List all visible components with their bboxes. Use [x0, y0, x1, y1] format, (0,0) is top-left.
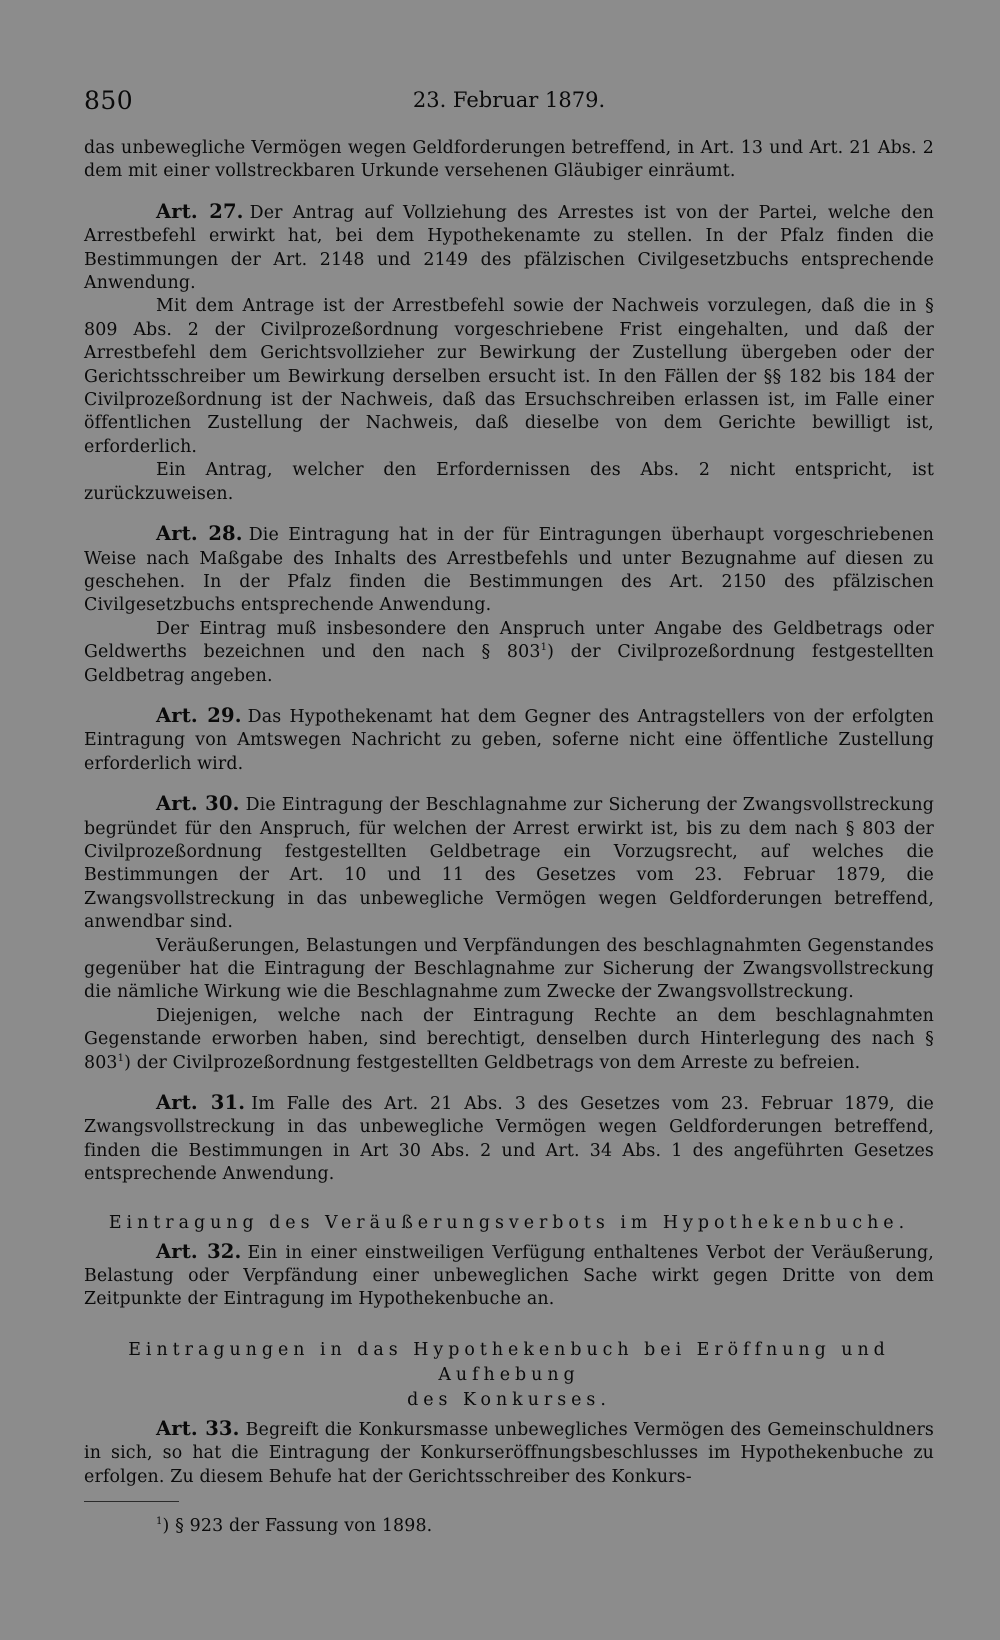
article-29-label: Art. 29.: [156, 703, 242, 727]
article-30: [84, 792, 934, 934]
section-heading-1: Eintragung des Veräußerungsverbots im Hypothekenbuche.: [108, 1212, 910, 1233]
footnote-marker: 1: [156, 1516, 163, 1528]
article-28-paragraph-2-text-b: ) der Civilprozeßordnung festgestellten Geldbetrag angeben.: [84, 642, 934, 686]
footnote-reference: 1: [117, 1052, 125, 1064]
article-31-text: Im Falle des Art. 21 Abs. 3 des Gesetzes vom 23. Februar 1879, die Zwangsvollstreckung in das unbewegliche Vermögen wegen Geldforderungen betreffend, finden die Bestimmungen in Art 30 Abs. 2 und Art. 34 Abs. 1 des angeführten Gesetzes entsprechende Anwendung.: [84, 1094, 934, 1185]
article-28-label: Art. 28.: [156, 522, 243, 546]
article-30-paragraph-3-text-a: Diejenigen, welche nach der Eintragung Rechte an dem beschlagnahmten Gegenstande erworben haben, sind berechtigt, denselben durch Hinterlegung des nach § 803: [84, 1005, 934, 1073]
article-30-text: Die Eintragung der Beschlagnahme zur Sicherung der Zwangsvollstreckung begründet für den Anspruch, für welchen der Arrest erwirkt ist, bis zu dem nach § 803 der Civilprozeßordnung festgestellten Geldbetrage ein Vorzugsrecht, auf welches die Bestimmungen der Art. 10 und 11 des Gesetzes vom 23. Februar 1879, die Zwangsvollstreckung in das unbewegliche Vermögen wegen Geldforderungen betreffend, anwendbar sind.: [84, 795, 934, 933]
article-27-label: Art. 27.: [156, 199, 244, 223]
page-header: [84, 86, 934, 122]
article-28: [84, 522, 934, 618]
document-page: [84, 86, 934, 1538]
article-29-text: Das Hypothekenamt hat dem Gegner des Antragstellers von der erfolgten Eintragung von Amtswegen Nachricht zu geben, soferne nicht eine öffentliche Zustellung erforderlich wird.: [84, 706, 934, 774]
page-number: 850: [84, 86, 134, 115]
article-27: [84, 200, 934, 296]
article-31-label: Art. 31.: [156, 1091, 246, 1115]
section-heading-2-line-2: des Konkurses.: [407, 1389, 611, 1410]
article-29: [84, 704, 934, 776]
article-27-paragraph-3: Ein Antrag, welcher den Erfordernissen des Abs. 2 nicht entspricht, ist zurückzuweisen.: [84, 460, 934, 504]
article-28-paragraph-2-text-a: Der Eintrag muß insbesondere den Anspruch unter Angabe des Geldbetrags oder Geldwerths bezeichnen und den nach § 803: [84, 618, 934, 663]
article-33: [84, 1417, 934, 1489]
article-30-label: Art. 30.: [156, 792, 240, 816]
paragraph-continuation: das unbewegliche Vermögen wegen Geldforderungen betreffend, in Art. 13 und Art. 21 Abs. 2 dem mit einer vollstreckbaren Urkunde versehenen Gläubiger einräumt.: [84, 138, 934, 182]
article-30-paragraph-3-text-b: ) der Civilprozeßordnung festgestellten Geldbetrags von dem Arreste zu befreien.: [124, 1052, 861, 1073]
article-30-paragraph-3: [84, 1005, 934, 1075]
footnote: [156, 1514, 934, 1538]
footnote-text: ) § 923 der Fassung von 1898.: [162, 1516, 433, 1537]
article-33-text: Begreift die Konkursmasse unbewegliches Vermögen des Gemeinschuldners in sich, so hat die Eintragung der Konkurseröffnungsbeschlusses im Hypothekenbuche zu erfolgen. Zu diesem Behufe hat der Gerichtsschreiber des Konkurs-: [84, 1419, 934, 1487]
article-31: [84, 1091, 934, 1187]
article-32-label: Art. 32.: [156, 1239, 242, 1263]
article-28-paragraph-2: [84, 618, 934, 688]
section-heading-2: [84, 1338, 934, 1413]
article-32: [84, 1240, 934, 1312]
header-date: 23. Februar 1879.: [412, 88, 606, 112]
article-28-text: Die Eintragung hat in der für Eintragungen überhaupt vorgeschriebenen Weise nach Maßgabe des Inhalts des Arrestbefehls und unter Bezugnahme auf diesen zu geschehen. In der Pfalz finden die Bestimmungen des Art. 2150 des pfälzischen Civilgesetzbuchs entsprechende Anwendung.: [84, 525, 934, 616]
article-27-text: Der Antrag auf Vollziehung des Arrestes ist von der Partei, welche den Arrestbefehl erwirkt hat, bei dem Hypothekenamte zu stellen. In der Pfalz finden die Bestimmungen der Art. 2148 und 2149 des pfälzischen Civilgesetzbuchs entsprechende Anwendung.: [84, 202, 934, 294]
article-32-text: Ein in einer einstweiligen Verfügung enthaltenes Verbot der Veräußerung, Belastung oder Verpfändung einer unbeweglichen Sache wirkt gegen Dritte von dem Zeitpunkte der Eintragung im Hypothekenbuche an.: [84, 1242, 934, 1310]
article-30-paragraph-2: Veräußerungen, Belastungen und Verpfändungen des beschlagnahmten Gegenstandes gegenüber hat die Eintragung der Beschlagnahme zur Sicherung der Zwangsvollstreckung die nämliche Wirkung wie die Beschlagnahme zum Zwecke der Zwangsvollstreckung.: [84, 935, 934, 1003]
footnote-reference: 1: [540, 642, 548, 654]
footnote-divider: [84, 1501, 179, 1502]
section-heading-2-line-1: Eintragungen in das Hypothekenbuch bei Eröffnung und Aufhebung: [128, 1339, 890, 1385]
article-27-paragraph-2: Mit dem Antrage ist der Arrestbefehl sowie der Nachweis vorzulegen, daß die in § 809 Abs. 2 der Civilprozeßordnung vorgeschriebene Frist eingehalten, und daß der Arrestbefehl dem Gerichtsvollzieher zur Bewirkung der Zustellung übergeben oder der Gerichtsschreiber um Bewirkung derselben ersucht ist. In den Fällen der §§ 182 bis 184 der Civilprozeßordnung ist der Nachweis, daß das Ersuchschreiben erlassen ist, im Falle einer öffentlichen Zustellung der Nachweis, daß dieselbe von dem Gerichte bewilligt ist, erforderlich.: [84, 296, 934, 457]
article-33-label: Art. 33.: [156, 1416, 240, 1440]
